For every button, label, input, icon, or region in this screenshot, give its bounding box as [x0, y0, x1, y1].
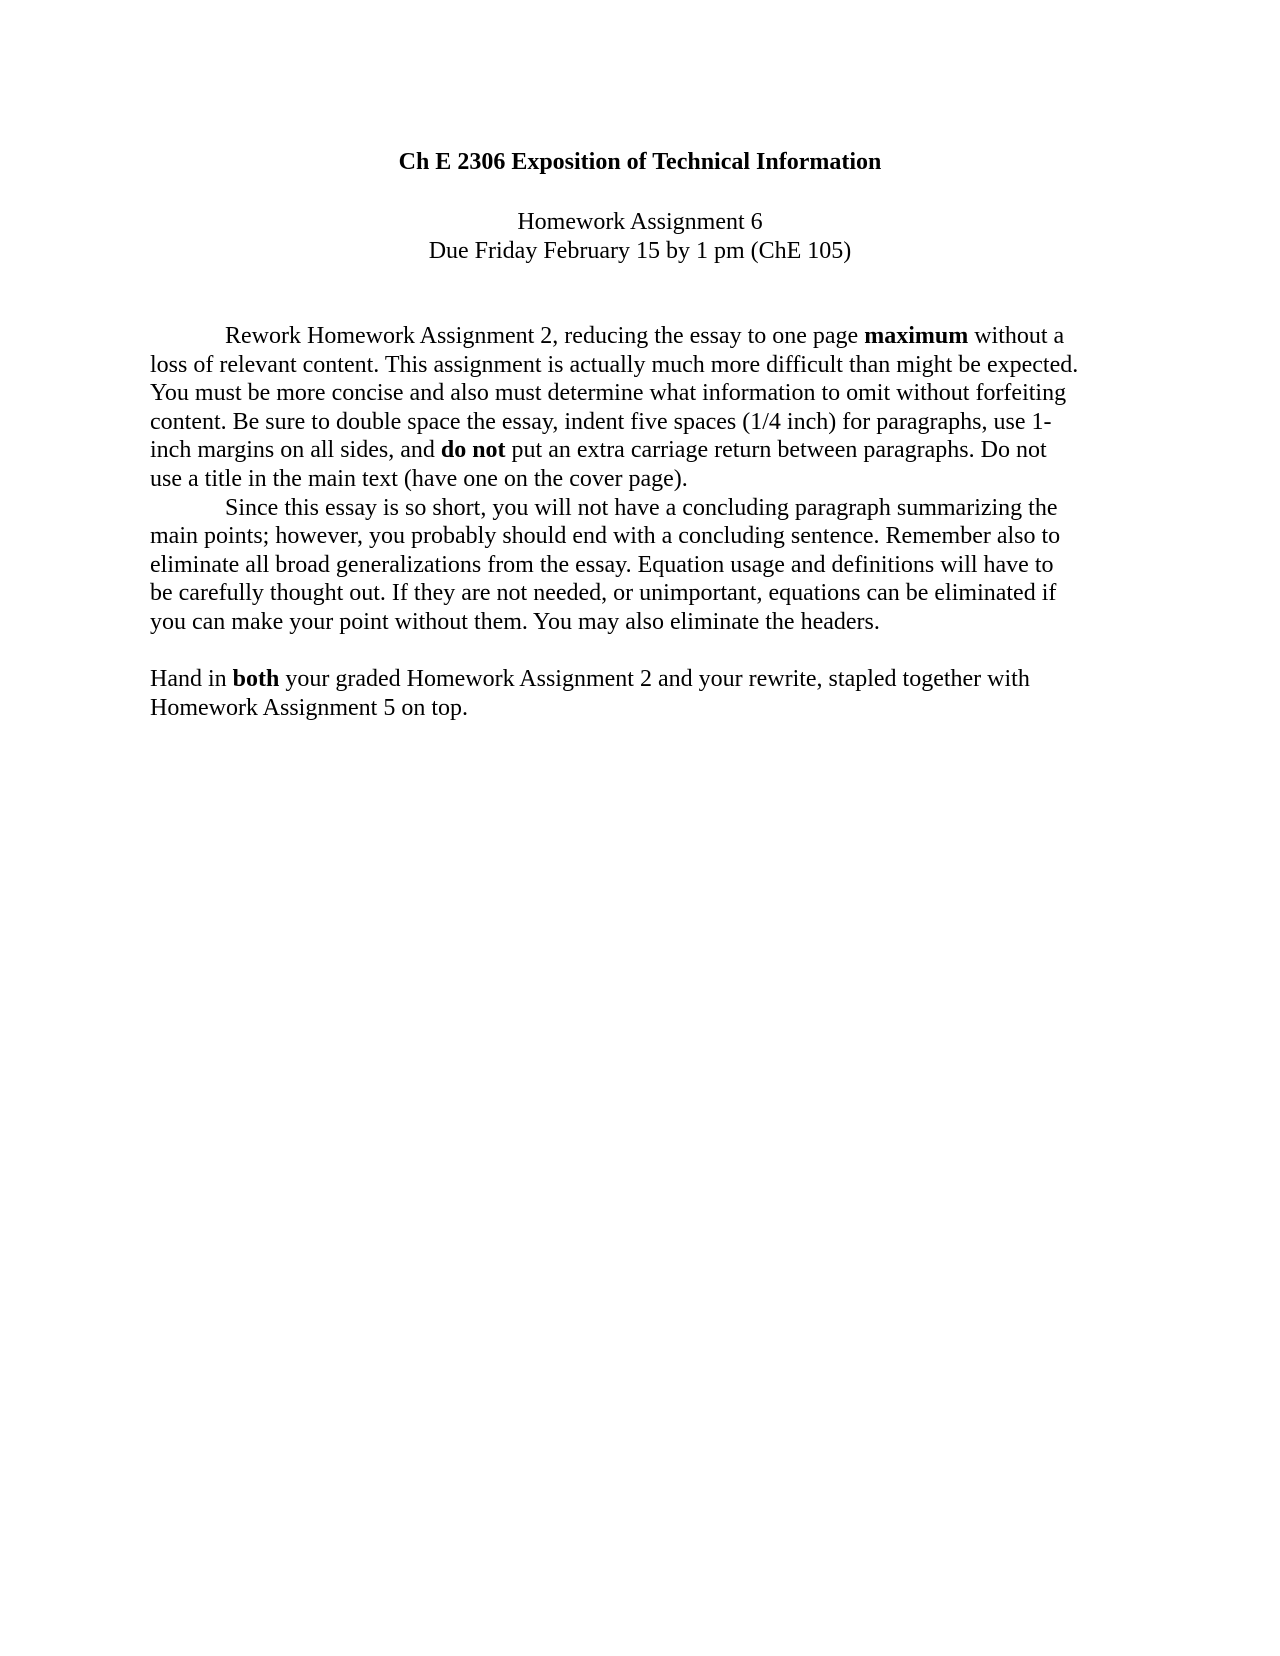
text-run: your graded Homework Assignment 2 and your rewrite, stapled together with — [279, 666, 1030, 693]
document-title: Ch E 2306 Exposition of Technical Information — [398, 149, 882, 175]
assignment-label: Homework Assignment 6 — [517, 209, 763, 235]
text-run: without a — [968, 323, 1065, 349]
paragraph-2-line-2: main points; however, you probably should end with a concluding sentence. Remember also to — [150, 523, 1061, 550]
emphasis-both: both — [232, 666, 280, 693]
paragraph-2-line-4: be carefully thought out. If they are not needed, or unimportant, equations can be eliminated if — [150, 580, 1057, 607]
paragraph-3-line-1 — [150, 665, 1150, 694]
text-run: Hand in — [150, 666, 233, 693]
text-run: inch margins on all sides, and — [150, 437, 441, 464]
paragraph-1-line-3: You must be more concise and also must determine what information to omit without forfeiting — [150, 380, 1067, 407]
text-run: Rework Homework Assignment 2, reducing the essay to one page — [225, 323, 865, 349]
emphasis-maximum: maximum — [864, 323, 969, 349]
paragraph-2-line-3: eliminate all broad generalizations from the essay. Equation usage and definitions will have to — [150, 551, 1054, 578]
paragraph-1-line-2: loss of relevant content. This assignment is actually much more difficult than might be expected. — [150, 351, 1079, 378]
paragraph-1-line-5 — [150, 436, 1150, 465]
paragraph-1-line-4: content. Be sure to double space the essay, indent five spaces (1/4 inch) for paragraphs, use 1- — [150, 408, 1052, 435]
text-run: put an extra carriage return between paragraphs. Do not — [505, 437, 1047, 464]
paragraph-2-line-5: you can make your point without them. You may also eliminate the headers. — [150, 608, 880, 635]
paragraph-2-line-1: Since this essay is so short, you will not have a concluding paragraph summarizing the — [225, 494, 1058, 521]
paragraph-1-line-1 — [150, 322, 1150, 351]
paragraph-3-line-2: Homework Assignment 5 on top. — [150, 694, 468, 721]
assignment-body — [150, 322, 1150, 722]
paragraph-1-line-6: use a title in the main text (have one on the cover page). — [150, 465, 688, 492]
emphasis-do-not: do not — [440, 437, 506, 464]
paragraph-gap — [150, 637, 1150, 666]
due-date: Due Friday February 15 by 1 pm (ChE 105) — [428, 238, 852, 264]
